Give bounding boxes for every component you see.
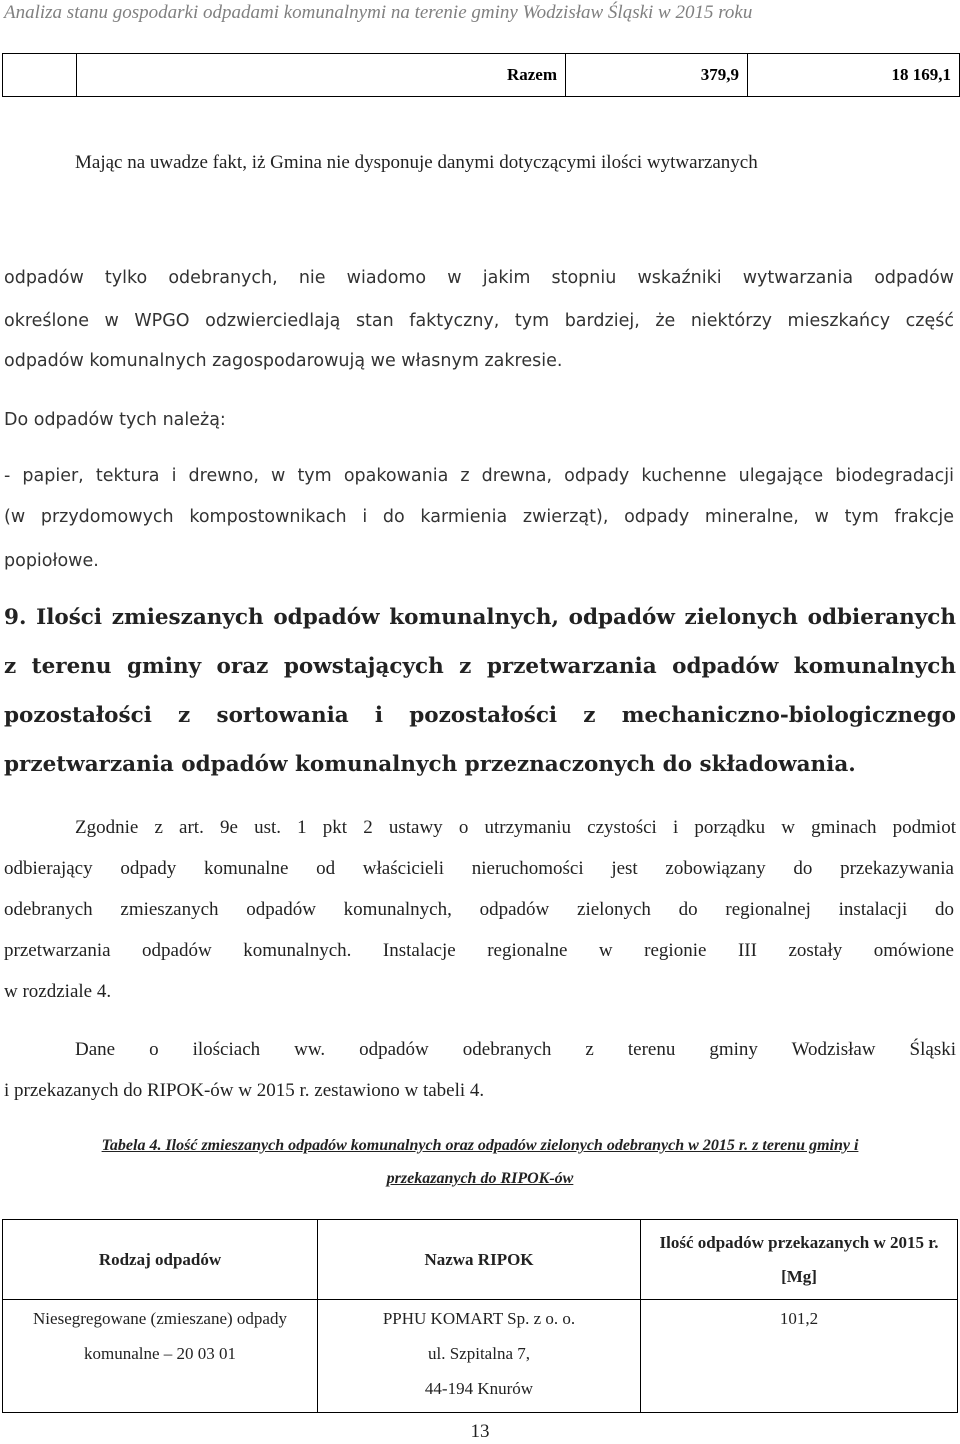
paragraph-line: odbierający odpady komunalne od właścicieli nieruchomości jest zobowiązany do przekazywania (4, 858, 954, 879)
total-value-2: 18 169,1 (748, 54, 960, 97)
table-caption (0, 1170, 960, 1188)
ripok-cell (318, 1300, 641, 1413)
paragraph-line: Do odpadów tych należą: (4, 410, 226, 430)
cell-line: komunalne – 20 03 01 (83, 1344, 237, 1363)
caption-line: przekazanych do RIPOK-ów (386, 1170, 574, 1187)
paragraph-line: odpadów komunalnych zagospodarowują we własnym zakresie. (4, 351, 563, 371)
paragraph-line: w rozdziale 4. (4, 981, 112, 1002)
table-row (3, 1300, 958, 1413)
table-cell (3, 54, 77, 97)
cell-line: 44-194 Knurów (424, 1379, 534, 1398)
table-header-row (3, 1220, 958, 1300)
paragraph-line: przetwarzania odpadów komunalnych. Instalacje regionalne w regionie III zostały omówione (4, 940, 954, 961)
paragraph-line: i przekazanych do RIPOK-ów w 2015 r. zestawiono w tabeli 4. (4, 1080, 485, 1101)
table-row (3, 54, 960, 97)
paragraph-line: (w przydomowych kompostownikach i do karmienia zwierząt), odpady mineralne, w tym frakcje (4, 507, 954, 527)
column-header: Nazwa RIPOK (318, 1220, 641, 1300)
total-label: Razem (77, 54, 566, 97)
page-number: 13 (470, 1421, 490, 1442)
section-heading: 9. Ilości zmieszanych odpadów komunalnych, odpadów zielonych odbieranych (4, 605, 956, 630)
paragraph-line: określone w WPGO odzwierciedlają stan faktyczny, tym bardziej, że niektórzy mieszkańcy część (4, 311, 954, 331)
paragraph-line: Dane o ilościach ww. odpadów odebranych z terenu gminy Wodzisław Śląski (75, 1039, 956, 1060)
paragraph-line: odebranych zmieszanych odpadów komunalnych, odpadów zielonych do regionalnej instalacji do (4, 899, 954, 920)
column-header: Rodzaj odpadów (3, 1220, 318, 1300)
section-heading: z terenu gminy oraz powstających z przetwarzania odpadów komunalnych (4, 654, 956, 679)
list-item: - papier, tektura i drewno, w tym opakowania z drewna, odpady kuchenne ulegające biodegradacji (4, 466, 954, 486)
amount-cell: 101,2 (641, 1300, 958, 1413)
cell-line: ul. Szpitalna 7, (428, 1344, 530, 1363)
paragraph-line: Zgodnie z art. 9e ust. 1 pkt 2 ustawy o utrzymaniu czystości i porządku w gminach podmiot (75, 817, 956, 838)
section-heading: pozostałości z sortowania i pozostałości z mechaniczno-biologicznego (4, 703, 956, 728)
paragraph-line: popiołowe. (4, 551, 99, 571)
paragraph-line: odpadów tylko odebranych, nie wiadomo w jakim stopniu wskaźniki wytwarzania odpadów (4, 268, 954, 288)
column-header (641, 1220, 958, 1300)
paragraph-line: Mając na uwadze fakt, iż Gmina nie dysponuje danymi dotyczącymi ilości wytwarzanych (75, 152, 758, 173)
cell-line: Niesegregowane (zmieszane) odpady (33, 1309, 287, 1328)
summary-table (2, 53, 960, 97)
table-4 (2, 1219, 958, 1413)
caption-line: Tabela 4. Ilość zmieszanych odpadów komunalnych oraz odpadów zielonych odebranych w 2015 r. z terenu gminy i (101, 1137, 859, 1154)
waste-type-cell (3, 1300, 318, 1413)
cell-line: PPHU KOMART Sp. z o. o. (382, 1309, 576, 1328)
section-heading: przetwarzania odpadów komunalnych przeznaczonych do składowania. (4, 752, 856, 777)
column-header-text: Ilość odpadów przekazanych w 2015 r. [Mg] (659, 1232, 939, 1286)
total-value-1: 379,9 (566, 54, 748, 97)
running-header: Analiza stanu gospodarki odpadami komunalnymi na terenie gminy Wodzisław Śląski w 2015 roku (4, 2, 753, 23)
table-caption (0, 1137, 960, 1155)
